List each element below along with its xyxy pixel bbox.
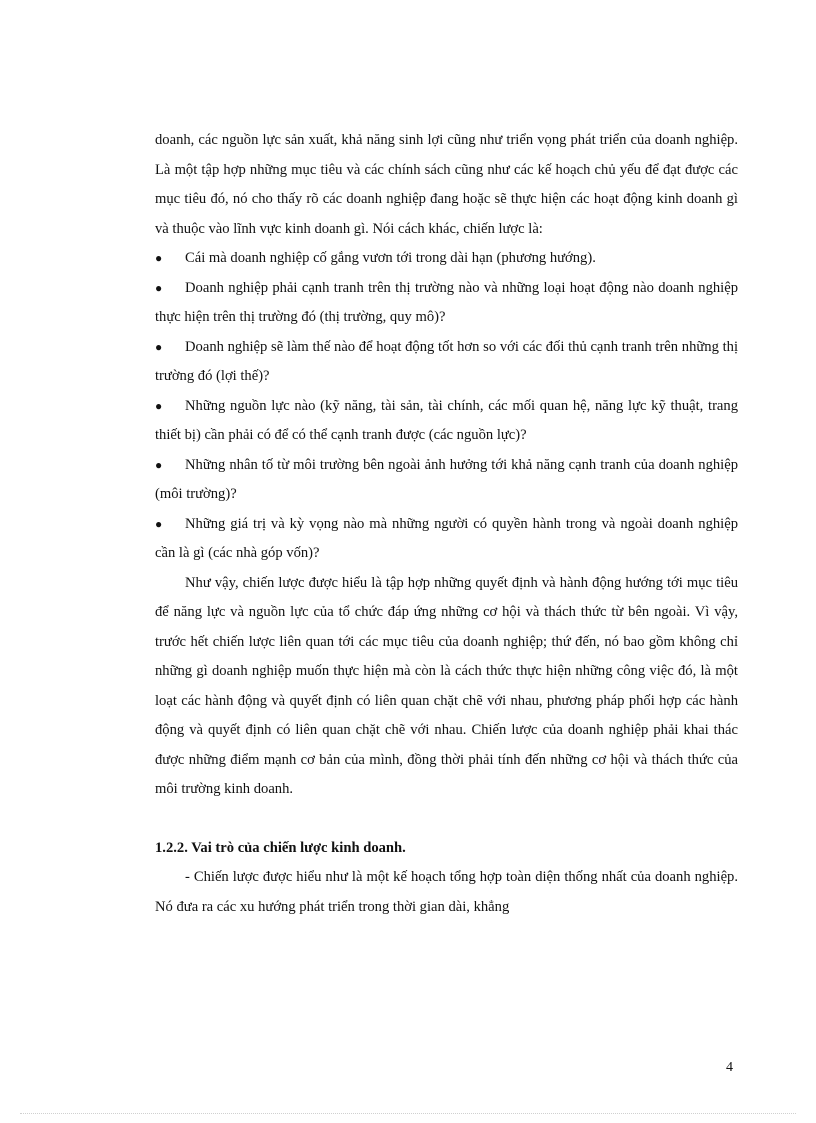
- bullet-icon: ●: [155, 251, 163, 265]
- bullet-text: Cái mà doanh nghiệp cố gắng vươn tới trong dài hạn (phương hướng).: [185, 250, 596, 266]
- bullet-text: Những nguồn lực nào (kỹ năng, tài sản, tài chính, các mối quan hệ, năng lực kỹ thuật, trang thiết bị) cần phải có để có thể cạnh tranh được (các nguồn lực)?: [155, 397, 738, 443]
- bullet-icon: ●: [155, 516, 163, 531]
- bullet-icon: ●: [155, 398, 163, 413]
- bullet-text: Doanh nghiệp phải cạnh tranh trên thị trường nào và những loại hoạt động nào doanh nghiệp thực hiện trên thị trường đó (thị trường, quy mô)?: [155, 279, 738, 325]
- page-body: [155, 126, 738, 922]
- intro-paragraph: doanh, các nguồn lực sản xuất, khả năng sinh lợi cũng như triển vọng phát triển của doanh nghiệp. Là một tập hợp những mục tiêu và các chính sách cũng như các kế hoạch chủ yếu để đạt được các mục tiêu đó, nó cho thấy rõ các doanh nghiệp đang hoặc sẽ thực hiện các hoạt động kinh doanh gì và thuộc vào lĩnh vực kinh doanh gì. Nói cách khác, chiến lược là:: [155, 132, 738, 237]
- bullet-text: Những giá trị và kỳ vọng nào mà những người có quyền hành trong và ngoài doanh nghiệp cần là gì (các nhà góp vốn)?: [155, 515, 738, 561]
- bullet-item: [155, 333, 738, 392]
- bullet-icon: ●: [155, 339, 163, 354]
- bullet-icon: ●: [155, 280, 163, 295]
- bullet-item: [155, 392, 738, 451]
- bullet-text: Những nhân tố từ môi trường bên ngoài ảnh hưởng tới khả năng cạnh tranh của doanh nghiệp (môi trường)?: [155, 456, 738, 502]
- page-bottom-divider: [20, 1113, 796, 1114]
- bullet-item: [155, 244, 738, 274]
- bullet-item: [155, 510, 738, 569]
- bullet-icon: ●: [155, 457, 163, 472]
- section-heading: 1.2.2. Vai trò của chiến lược kinh doanh.: [155, 839, 406, 856]
- section-paragraph: - Chiến lược được hiểu như là một kế hoạch tổng hợp toàn diện thống nhất của doanh nghiệp. Nó đưa ra các xu hướng phát triển trong thời gian dài, khẳng: [155, 869, 738, 915]
- bullet-item: [155, 274, 738, 333]
- bullet-text: Doanh nghiệp sẽ làm thế nào để hoạt động tốt hơn so với các đối thủ cạnh tranh trên những thị trường đó (lợi thế)?: [155, 338, 738, 384]
- page-number: 4: [726, 1060, 733, 1075]
- summary-paragraph: Như vậy, chiến lược được hiểu là tập hợp những quyết định và hành động hướng tới mục tiêu để năng lực và nguồn lực của tổ chức đáp ứng những cơ hội và thách thức từ bên ngoài. Vì vậy, trước hết chiến lược liên quan tới các mục tiêu của doanh nghiệp; thứ đến, nó bao gồm không chỉ những gì doanh nghiệp muốn thực hiện mà còn là cách thức thực hiện những công việc đó, là một loạt các hành động và quyết định có liên quan chặt chẽ với nhau, phương pháp phối hợp các hành động và quyết định có liên quan chặt chẽ với nhau. Chiến lược của doanh nghiệp phải khai thác được những điểm mạnh cơ bản của mình, đồng thời phải tính đến những cơ hội và thách thức của môi trường kinh doanh.: [155, 574, 738, 797]
- bullet-item: [155, 451, 738, 510]
